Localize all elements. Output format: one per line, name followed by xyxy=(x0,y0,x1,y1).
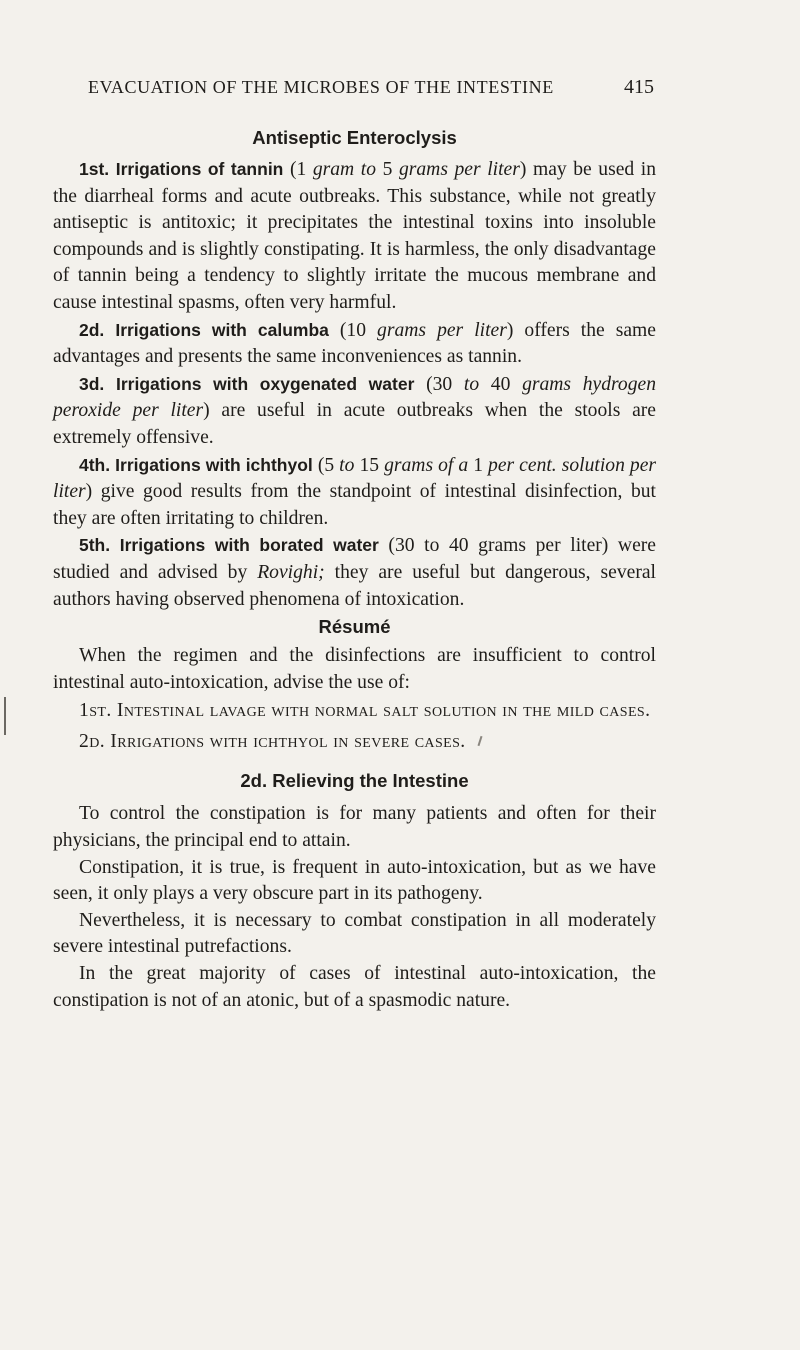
italic-run: per cent. solution per liter xyxy=(53,454,657,503)
text-run: 5 xyxy=(376,159,399,180)
italic-run: gram to xyxy=(312,159,377,180)
text-run: 15 xyxy=(354,454,385,476)
text-run: 1 xyxy=(468,454,489,476)
paragraph-relieving-2: Constipation, it is true, is frequent in auto-intoxication, but as we have seen, it only plays a very obscure part in its pathogeny. xyxy=(53,856,656,905)
text-run: 40 xyxy=(479,373,523,395)
item-label: 1st. xyxy=(79,159,110,179)
running-head-title: EVACUATION OF THE MICROBES OF THE INTESTINE xyxy=(88,77,554,97)
resume-point-1: 1st. Intestinal lavage with normal salt solution in the mild cases. xyxy=(79,700,651,722)
text-run: they are useful but dangerous, several authors having observed phenomena of intoxication. xyxy=(53,561,656,610)
italic-run: grams per liter xyxy=(377,319,507,341)
heading-antiseptic-enteroclysis: Antiseptic Enteroclysis xyxy=(252,127,457,148)
paragraph-ichthyol xyxy=(53,452,656,533)
text-run: ) offers the same advantages and presents the same inconveniences as tannin. xyxy=(53,319,656,368)
italic-run: Rovighi; xyxy=(257,561,325,583)
text-run: (10 xyxy=(328,319,378,341)
item-lead: Irrigations with borated water xyxy=(119,535,379,556)
item-label: 4th. xyxy=(79,454,111,475)
paragraph-tannin xyxy=(53,156,656,317)
text-run: (1 xyxy=(283,159,313,180)
heading-resume: Résumé xyxy=(318,616,391,638)
paragraph-relieving-4: In the great majority of cases of intestinal auto-intoxication, the constipation is not of an atonic, but of a spasmodic nature. xyxy=(53,963,656,1011)
text-run: (5 xyxy=(312,454,340,476)
page-number: 415 xyxy=(624,76,654,98)
body-text xyxy=(53,124,656,1014)
text-run: (30 xyxy=(414,373,464,395)
paragraph-oxygenated-water xyxy=(53,371,656,452)
item-lead: Irrigations with oxygenated water xyxy=(115,373,415,394)
running-head xyxy=(88,76,654,99)
text-run: ) may be used in the diarrheal forms and acute outbreaks. This substance, while not greatly antiseptic is antitoxic; it precipitates the intestinal toxins into insoluble compounds and is slightly constipating. It is harmless, the only disadvantage of tannin being a tendency to slightly irritate the mucous membrane and cause intestinal spasms, often very harmful. xyxy=(53,159,657,313)
italic-run: to xyxy=(463,373,480,395)
item-label: 2d. xyxy=(79,319,105,340)
text-run: ) give good results from the standpoint of intestinal disinfection, but they are often irritating to children. xyxy=(53,481,656,529)
paragraph-calumba xyxy=(53,317,656,371)
text-run: ) are useful in acute outbreaks when the stools are extremely offensive. xyxy=(53,400,656,448)
item-lead: Irrigations of tannin xyxy=(115,159,284,179)
margin-mark xyxy=(4,697,6,735)
paragraph-relieving-3: Nevertheless, it is necessary to combat constipation in all moderately severe intestinal putrefactions. xyxy=(53,909,656,958)
resume-point-2: 2d. Irrigations with ichthyol in severe cases. xyxy=(79,730,466,752)
item-label: 5th. xyxy=(79,535,111,556)
item-lead: Irrigations with calumba xyxy=(115,319,329,340)
italic-run: grams hydrogen peroxide per liter xyxy=(53,373,657,422)
italic-run: grams of a xyxy=(384,454,469,476)
item-lead: Irrigations with ichthyol xyxy=(115,454,313,475)
heading-relieving-intestine: 2d. Relieving the Intestine xyxy=(240,770,469,792)
paragraph-relieving-1: To control the constipation is for many patients and often for their physicians, the principal end to attain. xyxy=(53,803,656,852)
text-run: (30 to 40 grams per liter) were studied and advised by xyxy=(53,535,656,583)
italic-run: grams per liter xyxy=(398,159,520,180)
italic-run: to xyxy=(339,454,355,476)
item-label: 3d. xyxy=(79,373,105,394)
paragraph-resume-intro: When the regimen and the disinfections are insufficient to control intestinal auto-intoxication, advise the use of: xyxy=(53,645,656,693)
paragraph-borated-water xyxy=(53,532,656,613)
